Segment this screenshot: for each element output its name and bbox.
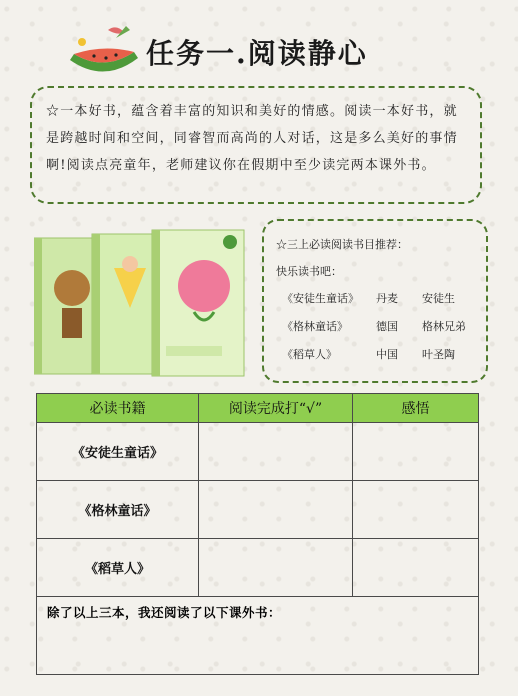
table-row — [37, 597, 479, 675]
table-row — [37, 423, 479, 481]
book-country: 丹麦 — [376, 292, 398, 305]
book-author: 叶圣陶 — [422, 348, 455, 361]
book-name: 《稻草人》 — [282, 348, 337, 361]
book-cell: 《安徒生童话》 — [37, 423, 199, 481]
book-author: 格林兄弟 — [422, 320, 466, 333]
intro-text: ☆一本好书，蕴含着丰富的知识和美好的情感。阅读一本好书，就是跨越时间和空间，同睿智而高尚的人对话，这是多么美好的事情啊!阅读点亮童年，老师建议你在假期中至少读完两本课外书。 — [46, 104, 458, 173]
reflection-cell[interactable] — [353, 481, 479, 539]
title-area — [64, 22, 404, 82]
watermelon-icon — [64, 22, 144, 82]
done-cell[interactable] — [199, 481, 353, 539]
table-row — [37, 539, 479, 597]
reading-list-subheading: 快乐读书吧： — [276, 265, 342, 278]
intro-box — [30, 86, 482, 204]
done-cell[interactable] — [199, 539, 353, 597]
reading-list-heading: ☆三上必读阅读书目推荐： — [276, 238, 408, 251]
reflection-cell[interactable] — [353, 539, 479, 597]
header-books: 必读书籍 — [37, 394, 199, 423]
book-author: 安徒生 — [422, 292, 455, 305]
book-name: 《格林童话》 — [282, 320, 348, 333]
reading-list-box — [262, 219, 488, 383]
books-image — [34, 228, 252, 378]
table-row — [37, 481, 479, 539]
list-item — [276, 285, 474, 313]
book-covers-illustration — [34, 228, 252, 378]
reflection-cell[interactable] — [353, 423, 479, 481]
reading-table — [36, 393, 479, 675]
book-cell: 《格林童话》 — [37, 481, 199, 539]
header-reflection: 感悟 — [353, 394, 479, 423]
book-name: 《安徒生童话》 — [282, 292, 359, 305]
page-title: 任务一.阅读静心 — [146, 37, 368, 70]
done-cell[interactable] — [199, 423, 353, 481]
table-header-row — [37, 394, 479, 423]
book-country: 中国 — [376, 348, 398, 361]
list-item — [276, 313, 474, 341]
header-done: 阅读完成打“√” — [199, 394, 353, 423]
list-item — [276, 341, 474, 369]
book-country: 德国 — [376, 320, 398, 333]
extra-books-cell[interactable]: 除了以上三本，我还阅读了以下课外书： — [37, 597, 479, 675]
book-cell: 《稻草人》 — [37, 539, 199, 597]
